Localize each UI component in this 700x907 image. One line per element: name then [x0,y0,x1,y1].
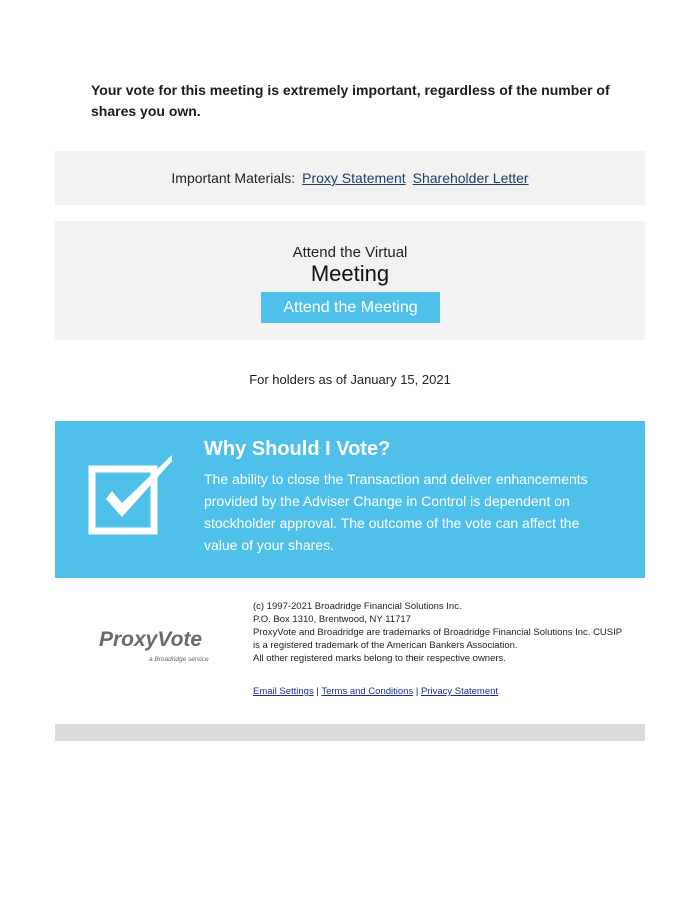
materials-label: Important Materials: [171,170,296,186]
why-vote-title: Why Should I Vote? [204,438,391,460]
footer-address: P.O. Box 1310, Brentwood, NY 11717 [253,614,411,625]
attend-heading-line2: Meeting [310,261,390,286]
footer-links [253,686,498,697]
proxyvote-logo [97,624,217,666]
bottom-divider-bar [55,724,645,741]
attend-heading-line1: Attend the Virtual [292,244,408,261]
footer-legal-text [253,600,623,665]
why-vote-banner [55,421,645,578]
footer-copyright: (c) 1997-2021 Broadridge Financial Solutions Inc. [253,601,462,612]
footer-separator: | [316,686,319,697]
attend-meeting-panel [55,221,645,340]
intro-text: Your vote for this meeting is extremely important, regardless of the number of shares you own. [91,82,610,119]
logo-tagline: a Broadridge service [149,656,209,663]
important-materials-bar [55,151,645,205]
terms-link[interactable]: Terms and Conditions [321,686,414,697]
logo-text: ProxyVote [99,628,203,651]
checkbox-check-icon [88,455,178,537]
privacy-link[interactable]: Privacy Statement [420,686,499,697]
footer-other-marks: All other registered marks belong to their respective owners. [253,653,506,664]
email-settings-link[interactable]: Email Settings [253,686,314,697]
footer-trademarks: ProxyVote and Broadridge are trademarks of Broadridge Financial Solutions Inc. CUSIP is a registered trademark of the American Bankers Association. [253,627,622,651]
footer-separator: | [415,686,419,697]
shareholder-letter-link[interactable]: Shareholder Letter [412,170,529,186]
holders-date-text: For holders as of January 15, 2021 [249,372,451,387]
attend-meeting-button[interactable]: Attend the Meeting [261,292,440,323]
proxy-statement-link[interactable]: Proxy Statement [302,170,406,186]
why-vote-body: The ability to close the Transaction and deliver enhancements provided by the Adviser Change in Control is dependent on stockholder approval. The outcome of the vote can affect the value of your shares. [204,471,588,553]
